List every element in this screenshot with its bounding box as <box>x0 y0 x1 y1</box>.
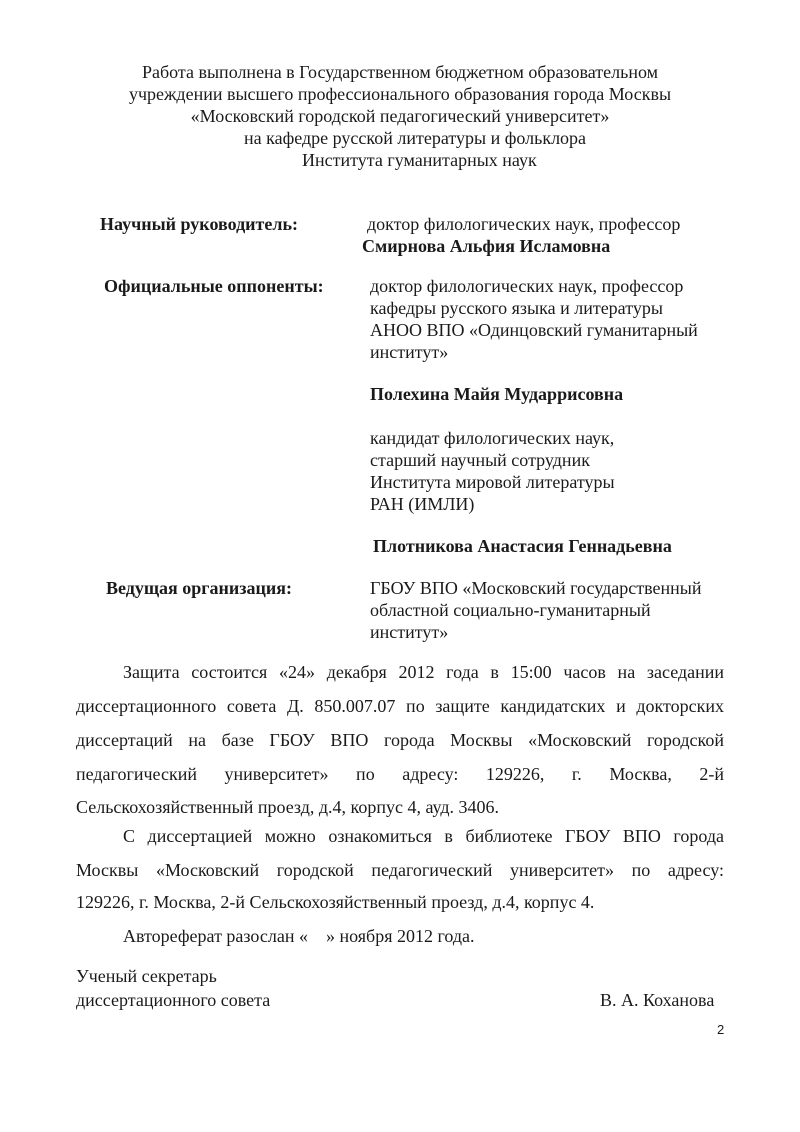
secretary-title: Ученый секретарь <box>76 966 217 986</box>
paragraph-line: Сельскохозяйственный проезд, д.4, корпус 4, ауд. 3406. <box>76 797 500 817</box>
paragraph-line: педагогический университет» по адресу: 129226, г. Москва, 2-й <box>76 764 724 784</box>
paragraph-line: 129226, г. Москва, 2-й Сельскохозяйственный проезд, д.4, корпус 4. <box>76 892 595 912</box>
leading-org-line: ГБОУ ВПО «Московский государственный <box>370 578 702 598</box>
paragraph-line: С диссертацией можно ознакомиться в библиотеке ГБОУ ВПО города <box>123 826 724 846</box>
opponents-label: Официальные оппоненты: <box>104 276 324 296</box>
header-line: на кафедре русской литературы и фольклора <box>244 128 587 148</box>
paragraph-line: диссертаций на базе ГБОУ ВПО города Москвы «Московский городской <box>76 730 724 750</box>
opponent-name: Плотникова Анастасия Геннадьевна <box>373 536 672 556</box>
opponent-detail-line: кандидат филологических наук, <box>370 428 615 448</box>
supervisor-name: Смирнова Альфия Исламовна <box>362 236 611 256</box>
paragraph-line: Москвы «Московский городской педагогический университет» по адресу: <box>76 860 724 880</box>
opponent-detail-line: старший научный сотрудник <box>370 450 590 470</box>
opponent-detail-line: АНОО ВПО «Одинцовский гуманитарный <box>370 320 698 340</box>
paragraph-line: диссертационного совета Д. 850.007.07 по защите кандидатских и докторских <box>76 696 724 716</box>
header-line: учреждении высшего профессионального образования города Москвы <box>128 84 672 104</box>
leading-org-line: институт» <box>370 622 449 642</box>
header-line: «Московский городской педагогический университет» <box>190 106 610 126</box>
supervisor-title: доктор филологических наук, профессор <box>367 214 681 234</box>
opponent-detail-line: РАН (ИМЛИ) <box>370 494 475 514</box>
opponent-name: Полехина Майя Мударрисовна <box>370 384 624 404</box>
page-number: 2 <box>717 1022 725 1037</box>
header-line: Работа выполнена в Государственном бюджетном образовательном <box>141 62 659 82</box>
opponent-detail-line: Института мировой литературы <box>370 472 615 492</box>
secretary-council: диссертационного совета <box>76 990 271 1010</box>
opponent-detail-line: доктор филологических наук, профессор <box>370 276 684 296</box>
leading-org-label: Ведущая организация: <box>106 578 292 598</box>
paragraph-line: Защита состоится «24» декабря 2012 года в 15:00 часов на заседании <box>123 662 724 682</box>
leading-org-line: областной социально-гуманитарный <box>370 600 651 620</box>
supervisor-label: Научный руководитель: <box>100 214 298 234</box>
opponent-detail-line: институт» <box>370 342 449 362</box>
secretary-name: В. А. Коханова <box>600 990 715 1010</box>
header-line: Института гуманитарных наук <box>302 150 537 170</box>
opponent-detail-line: кафедры русского языка и литературы <box>370 298 663 318</box>
mailing-date: Автореферат разослан « » ноября 2012 года. <box>123 926 475 946</box>
